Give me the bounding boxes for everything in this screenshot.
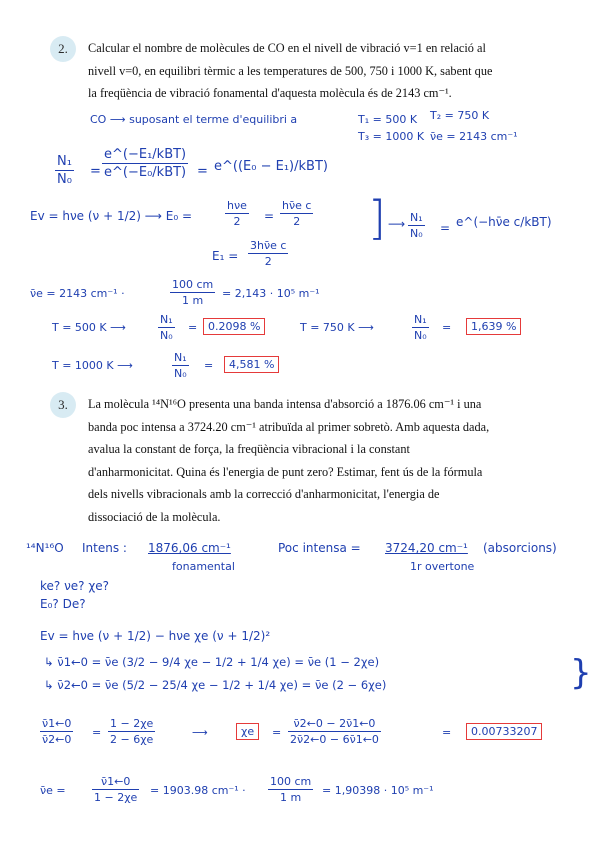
ratio-numerator: N₁: [160, 313, 173, 326]
ratio-denominator: N₀: [174, 367, 187, 381]
wavenumber-conversion-fraction: [268, 776, 313, 803]
anharmonicity-result-box: 0.00733207: [466, 723, 542, 740]
result-1000k-label: T = 1000 K ⟶: [52, 359, 133, 372]
energy-formula: Ev = hνe (ν + 1/2) ⟶ E₀ =: [30, 209, 193, 223]
result-ratio: [408, 212, 425, 239]
e0-f2-denominator: 2: [293, 215, 301, 229]
overtone-transition: ↳ ν̄2←0 = ν̄e (5/2 − 25/4 χe − 1/2 + 1/4 χe) = ν̄e (2 − 6χe): [44, 678, 387, 692]
result-500k-box: 0.2098 %: [203, 318, 265, 335]
temperature-t1: T₁ = 500 K: [358, 113, 418, 126]
q3-line-2: banda poc intensa a 3724.20 cm⁻¹ atribuïda al primer sobretò. Amb aquesta dada,: [88, 419, 490, 434]
conv-numerator: 100 cm: [270, 775, 312, 788]
band-ratio-numerator: ν̄1←0: [42, 717, 72, 730]
q3-line-6: dissociació de la molècula.: [88, 509, 221, 524]
brace-right: ]: [368, 191, 386, 245]
equals-sign: =: [204, 359, 214, 372]
equals-sign: =: [188, 321, 198, 334]
anharmonicity-denominator: 2ν̄2←0 − 6ν̄1←0: [290, 733, 379, 747]
result-1000k-ratio: [172, 352, 189, 379]
weak-band-label: Poc intensa =: [278, 541, 361, 555]
implies-arrow: ⟶: [192, 726, 208, 739]
result-750k-label: T = 750 K ⟶: [300, 321, 374, 334]
result-500k-label: T = 500 K ⟶: [52, 321, 126, 334]
result-ratio-denominator: N₀: [410, 227, 423, 241]
q2-line-1: Calcular el nombre de molècules de CO en el nivell de vibració v=1 en relació al: [88, 41, 486, 55]
conv-denominator: 1 m: [182, 294, 204, 308]
conv-denominator: 1 m: [280, 791, 302, 805]
e1-denominator: 2: [264, 255, 272, 269]
wavenumber-given: ν̄e = 2143 cm⁻¹: [430, 130, 518, 143]
conversion-fraction: [170, 279, 215, 306]
exp-denominator: e^(−E₀/kBT): [104, 165, 187, 181]
weak-band-tail: (absorcions): [483, 541, 557, 555]
q3-line-5: dels nivells vibracionals amb la correcció d'anharmonicitat, l'energia de: [88, 487, 440, 501]
e0-fraction-2: [280, 200, 313, 227]
transitions-brace: }: [570, 653, 592, 693]
equals-sign: =: [440, 221, 451, 235]
unknowns-line-1: ke? νe? χe?: [40, 579, 110, 593]
e0-f1-numerator: hνe: [227, 199, 247, 212]
q2-line-2: nivell v=0, en equilibri tèrmic a les temperatures de 500, 750 i 1000 K, sabent que: [88, 63, 493, 78]
e1-label: E₁ =: [212, 249, 239, 263]
ratio-numerator: N₁: [414, 313, 427, 326]
equals-sign: =: [197, 164, 208, 179]
wavenumber-label: ν̄e =: [40, 784, 66, 797]
population-ratio: [55, 155, 74, 186]
anharmonic-ratio-numerator: 1 − 2χe: [110, 717, 154, 730]
intense-band-value: 1876,06 cm⁻¹: [148, 541, 231, 555]
weak-band-note: 1r overtone: [410, 560, 475, 573]
result-500k-ratio: [158, 314, 175, 341]
anharmonicity-fraction: [288, 718, 381, 745]
question-2-text: [88, 37, 528, 105]
e0-f2-numerator: hν̄e c: [282, 199, 312, 212]
anharmonicity-symbol-box: χe: [236, 723, 259, 740]
e0-f1-denominator: 2: [233, 215, 241, 229]
conv-numerator: 100 cm: [172, 278, 214, 291]
equals-sign: =: [272, 726, 282, 739]
result-exponential: e^(−hν̄e c/kBT): [456, 215, 552, 229]
wavenumber-si-result: = 1,90398 · 10⁵ m⁻¹: [322, 784, 434, 797]
wavenumber-conversion: ν̄e = 2143 cm⁻¹ ·: [30, 287, 125, 300]
band-ratio: [40, 718, 73, 745]
fundamental-transition: ↳ ν̄1←0 = ν̄e (3/2 − 9/4 χe − 1/2 + 1/4 χe) = ν̄e (1 − 2χe): [44, 655, 380, 669]
anharmonic-ratio: [108, 718, 155, 745]
ratio-denominator: N₀: [160, 329, 173, 343]
molecule-label: ¹⁴N¹⁶O: [26, 541, 64, 555]
q2-line-3: la freqüència de vibració fonamental d'aquesta molècula és de 2143 cm⁻¹.: [88, 86, 452, 100]
unknowns-line-2: E₀? De?: [40, 597, 86, 611]
co-assumption-note: CO ⟶ suposant el terme d'equilibri a: [90, 113, 298, 126]
equals-sign: =: [92, 726, 102, 739]
ratio-denominator: N₀: [414, 329, 427, 343]
equals-sign: =: [90, 164, 101, 179]
e1-numerator: 3hν̄e c: [250, 239, 287, 252]
implies-arrow: ⟶: [388, 217, 406, 231]
equals-sign: =: [442, 321, 452, 334]
wavenumber-numerator: ν̄1←0: [100, 775, 131, 788]
temperature-t3: T₃ = 1000 K: [358, 130, 425, 143]
weak-band-value: 3724,20 cm⁻¹: [385, 541, 468, 555]
result-ratio-numerator: N₁: [410, 211, 423, 224]
result-750k-box: 1,639 %: [466, 318, 521, 335]
anharmonic-ratio-denominator: 2 − 6χe: [110, 733, 154, 747]
equals-sign: =: [264, 209, 275, 223]
e0-fraction-1: [225, 200, 249, 227]
q3-line-1: La molècula ¹⁴N¹⁶O presenta una banda intensa d'absorció a 1876.06 cm⁻¹ i una: [88, 397, 482, 411]
question-number-badge: 2.: [50, 36, 76, 62]
exponential-quotient: [102, 148, 188, 179]
anharmonicity-numerator: ν̄2←0 − 2ν̄1←0: [293, 717, 376, 730]
exp-difference: e^((E₀ − E₁)/kBT): [214, 159, 328, 174]
conversion-result: = 2,143 · 10⁵ m⁻¹: [222, 287, 320, 300]
question-number-badge: 3.: [50, 392, 76, 418]
e1-fraction: [248, 240, 288, 267]
ratio-numerator: N₁: [174, 351, 187, 364]
wavenumber-denominator: 1 − 2χe: [94, 791, 138, 805]
intense-band-note: fonamental: [172, 560, 235, 573]
q3-line-4: d'anharmonicitat. Quina és l'energia de punt zero? Estimar, fent ús de la fórmula: [88, 464, 483, 479]
wavenumber-fraction: [92, 776, 139, 803]
wavenumber-value: = 1903.98 cm⁻¹ ·: [150, 784, 246, 797]
question-3-text: [88, 393, 528, 528]
exp-numerator: e^(−E₁/kBT): [104, 147, 187, 162]
ratio-denominator: N₀: [57, 172, 72, 188]
temperature-t2: T₂ = 750 K: [430, 109, 490, 122]
anharmonic-energy-formula: Ev = hνe (ν + 1/2) − hνe χe (ν + 1/2)²: [40, 629, 271, 643]
result-750k-ratio: [412, 314, 429, 341]
intense-band-label: Intens :: [82, 541, 127, 555]
result-1000k-box: 4,581 %: [224, 356, 279, 373]
ratio-numerator: N₁: [57, 154, 72, 169]
band-ratio-denominator: ν̄2←0: [42, 733, 72, 747]
equals-sign: =: [442, 726, 452, 739]
q3-line-3: avalua la constant de força, la freqüència vibracional i la constant: [88, 442, 410, 456]
